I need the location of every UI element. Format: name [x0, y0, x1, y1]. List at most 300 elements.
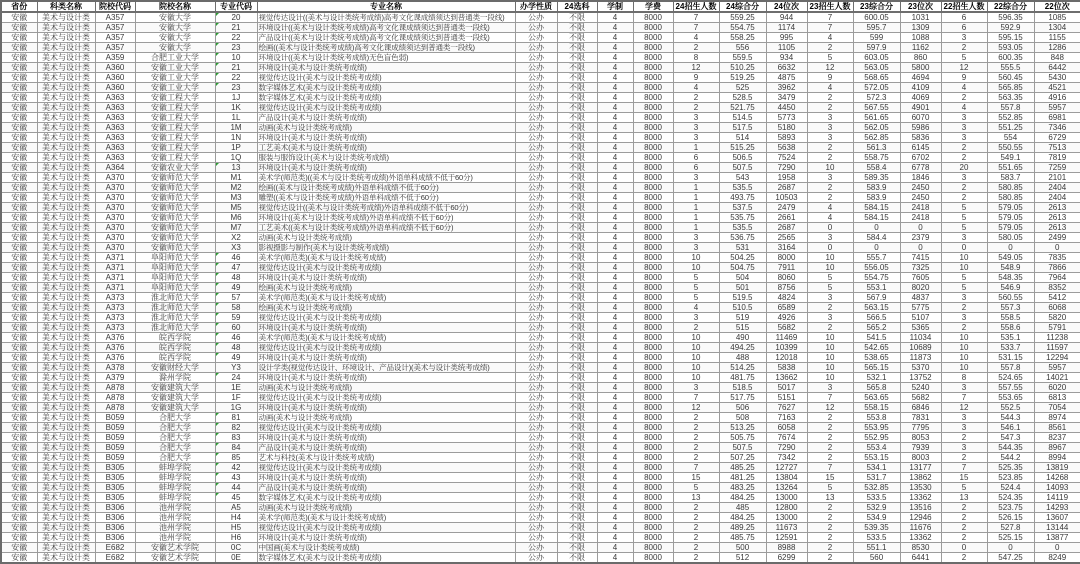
- cell-enroll23: 3: [807, 113, 853, 123]
- cell-rank24: 8988: [766, 543, 807, 553]
- cell-category: 美术与设计类: [37, 463, 95, 473]
- cell-score24: 554.75: [719, 23, 766, 33]
- table-row: [1, 233, 1080, 243]
- cell-subject_req: 不限: [557, 133, 597, 143]
- cell-major_name: 雕塑((美术与设计类统考成绩)外语单科成绩不低于60分): [257, 193, 515, 203]
- cell-subject_req: 不限: [557, 143, 597, 153]
- cell-school_code: A378: [95, 363, 135, 373]
- cell-score24: 519.5: [719, 293, 766, 303]
- excel-flag-icon: [216, 463, 219, 466]
- cell-major_code: 0E: [215, 553, 257, 564]
- cell-rank24: 3164: [766, 243, 807, 253]
- cell-category: 美术与设计类: [37, 453, 95, 463]
- cell-duration: 4: [597, 423, 633, 433]
- excel-flag-icon: [216, 313, 219, 316]
- cell-category: 美术与设计类: [37, 443, 95, 453]
- cell-rank23: 13862: [900, 473, 941, 483]
- cell-subject_req: 不限: [557, 213, 597, 223]
- cell-rank22: 5412: [1034, 293, 1080, 303]
- cell-province: 安徽: [1, 463, 37, 473]
- cell-rank23: 4837: [900, 293, 941, 303]
- cell-score22: 524.35: [987, 493, 1034, 503]
- cell-enroll23: 12: [807, 403, 853, 413]
- cell-rank24: 7911: [766, 263, 807, 273]
- cell-major_name: 视觉传达设计(美术与设计类统考成绩): [257, 313, 515, 323]
- cell-enroll23: 2: [807, 503, 853, 513]
- cell-enroll24: 3: [673, 173, 719, 183]
- cell-province: 安徽: [1, 303, 37, 313]
- cell-ownership: 公办: [515, 113, 557, 123]
- cell-enroll22: 10: [941, 263, 987, 273]
- table-row: [1, 433, 1080, 443]
- cell-school_name: 合肥大学: [135, 423, 215, 433]
- cell-enroll23: 2: [807, 103, 853, 113]
- cell-score22: 550.55: [987, 143, 1034, 153]
- cell-province: 安徽: [1, 23, 37, 33]
- cell-rank22: 7819: [1034, 153, 1080, 163]
- cell-score23: 541.5: [853, 333, 900, 343]
- cell-score24: 510.25: [719, 63, 766, 73]
- cell-school_code: A376: [95, 353, 135, 363]
- cell-ownership: 公办: [515, 12, 557, 23]
- cell-major_code: 49: [215, 353, 257, 363]
- cell-ownership: 公办: [515, 143, 557, 153]
- cell-score23: 553.8: [853, 413, 900, 423]
- cell-school_code: B305: [95, 493, 135, 503]
- cell-province: 安徽: [1, 143, 37, 153]
- cell-tuition: 8000: [633, 73, 673, 83]
- cell-ownership: 公办: [515, 383, 557, 393]
- cell-category: 美术与设计类: [37, 73, 95, 83]
- col-header-duration: 学制: [597, 1, 633, 12]
- cell-major_code: M5: [215, 203, 257, 213]
- cell-subject_req: 不限: [557, 463, 597, 473]
- cell-province: 安徽: [1, 453, 37, 463]
- cell-rank24: 7674: [766, 433, 807, 443]
- cell-province: 安徽: [1, 373, 37, 383]
- cell-school_name: 安徽师范大学: [135, 223, 215, 233]
- cell-major_code: 22: [215, 73, 257, 83]
- cell-ownership: 公办: [515, 403, 557, 413]
- cell-enroll22: 2: [941, 323, 987, 333]
- excel-flag-icon: [216, 493, 219, 496]
- cell-subject_req: 不限: [557, 33, 597, 43]
- cell-rank24: 10399: [766, 343, 807, 353]
- cell-major_name: 环境设计(美术与设计类统考成绩): [257, 163, 515, 173]
- cell-enroll24: 10: [673, 253, 719, 263]
- table-row: [1, 333, 1080, 343]
- cell-rank24: 4824: [766, 293, 807, 303]
- cell-score24: 501: [719, 283, 766, 293]
- cell-rank23: 2418: [900, 213, 941, 223]
- cell-duration: 4: [597, 233, 633, 243]
- cell-school_code: A376: [95, 333, 135, 343]
- cell-enroll24: 2: [673, 553, 719, 564]
- cell-score23: 563.15: [853, 303, 900, 313]
- table-row: [1, 353, 1080, 363]
- cell-score22: 580.85: [987, 183, 1034, 193]
- cell-enroll24: 7: [673, 463, 719, 473]
- col-header-subject_req: 24选科: [557, 1, 597, 12]
- cell-school_name: 合肥工业大学: [135, 53, 215, 63]
- cell-category: 美术与设计类: [37, 543, 95, 553]
- cell-province: 安徽: [1, 443, 37, 453]
- cell-duration: 4: [597, 83, 633, 93]
- cell-province: 安徽: [1, 503, 37, 513]
- cell-score23: 553.4: [853, 443, 900, 453]
- cell-school_name: 合肥大学: [135, 443, 215, 453]
- cell-rank22: 0: [1034, 243, 1080, 253]
- cell-rank22: 7259: [1034, 163, 1080, 173]
- cell-ownership: 公办: [515, 303, 557, 313]
- cell-enroll22: 3: [941, 173, 987, 183]
- cell-enroll22: 2: [941, 503, 987, 513]
- cell-tuition: 8000: [633, 433, 673, 443]
- cell-score24: 559.5: [719, 53, 766, 63]
- cell-score22: 565.85: [987, 83, 1034, 93]
- cell-rank23: 6846: [900, 403, 941, 413]
- cell-category: 美术与设计类: [37, 383, 95, 393]
- table-header: [1, 1, 1080, 12]
- cell-rank23: 1846: [900, 173, 941, 183]
- cell-score22: 549.05: [987, 253, 1034, 263]
- excel-flag-icon: [216, 343, 219, 346]
- cell-score22: 544.35: [987, 443, 1034, 453]
- cell-school_code: B306: [95, 503, 135, 513]
- cell-rank24: 5838: [766, 363, 807, 373]
- cell-score22: 546.1: [987, 423, 1034, 433]
- cell-rank22: 2101: [1034, 173, 1080, 183]
- cell-province: 安徽: [1, 513, 37, 523]
- cell-school_name: 安徽工程大学: [135, 93, 215, 103]
- cell-school_code: A878: [95, 393, 135, 403]
- cell-rank22: 2499: [1034, 233, 1080, 243]
- cell-rank22: 8249: [1034, 553, 1080, 564]
- cell-score23: 532.9: [853, 503, 900, 513]
- cell-rank22: 8974: [1034, 413, 1080, 423]
- cell-score23: 572.05: [853, 83, 900, 93]
- cell-subject_req: 不限: [557, 83, 597, 93]
- cell-subject_req: 不限: [557, 113, 597, 123]
- cell-enroll22: 5: [941, 483, 987, 493]
- cell-rank23: 1309: [900, 23, 941, 33]
- cell-school_name: 蚌埠学院: [135, 493, 215, 503]
- excel-flag-icon: [216, 43, 219, 46]
- cell-enroll23: 4: [807, 83, 853, 93]
- cell-enroll23: 2: [807, 93, 853, 103]
- cell-score22: 560.55: [987, 293, 1034, 303]
- cell-subject_req: 不限: [557, 343, 597, 353]
- cell-school_name: 安徽师范大学: [135, 233, 215, 243]
- cell-tuition: 8000: [633, 373, 673, 383]
- cell-province: 安徽: [1, 483, 37, 493]
- cell-enroll22: 2: [941, 303, 987, 313]
- cell-ownership: 公办: [515, 553, 557, 564]
- cell-enroll23: 9: [807, 73, 853, 83]
- table-row: [1, 443, 1080, 453]
- cell-enroll22: 2: [941, 193, 987, 203]
- cell-subject_req: 不限: [557, 443, 597, 453]
- cell-score22: 533.7: [987, 343, 1034, 353]
- cell-category: 美术与设计类: [37, 223, 95, 233]
- cell-school_name: 池州学院: [135, 513, 215, 523]
- cell-school_name: 皖西学院: [135, 353, 215, 363]
- cell-score24: 488: [719, 353, 766, 363]
- cell-rank23: 4109: [900, 83, 941, 93]
- cell-rank24: 4926: [766, 313, 807, 323]
- cell-score22: 549.1: [987, 153, 1034, 163]
- cell-school_code: A370: [95, 183, 135, 193]
- table-row: [1, 63, 1080, 73]
- cell-school_name: 蚌埠学院: [135, 473, 215, 483]
- cell-enroll22: 0: [941, 543, 987, 553]
- cell-rank22: 848: [1034, 53, 1080, 63]
- cell-enroll24: 9: [673, 73, 719, 83]
- cell-school_code: A363: [95, 153, 135, 163]
- cell-score22: 579.05: [987, 203, 1034, 213]
- cell-rank23: 2418: [900, 203, 941, 213]
- cell-enroll24: 3: [673, 383, 719, 393]
- cell-score24: 535.5: [719, 183, 766, 193]
- cell-enroll24: 3: [673, 123, 719, 133]
- cell-score23: 584.15: [853, 213, 900, 223]
- cell-enroll22: 3: [941, 233, 987, 243]
- cell-enroll23: 2: [807, 423, 853, 433]
- cell-enroll22: 2: [941, 553, 987, 564]
- cell-enroll23: 13: [807, 493, 853, 503]
- cell-tuition: 8000: [633, 453, 673, 463]
- cell-major_name: 艺术与科技(美术与设计类统考成绩): [257, 453, 515, 463]
- cell-enroll22: 8: [941, 373, 987, 383]
- cell-school_name: 阜阳师范大学: [135, 253, 215, 263]
- table-row: [1, 53, 1080, 63]
- cell-major_name: 视觉传达设计((美术与设计类统考成绩)高考文化课成绩须达到普通类一段线): [257, 12, 515, 23]
- cell-major_code: 83: [215, 433, 257, 443]
- cell-enroll24: 2: [673, 103, 719, 113]
- table-row: [1, 513, 1080, 523]
- cell-major_code: 59: [215, 313, 257, 323]
- cell-tuition: 8000: [633, 173, 673, 183]
- cell-score22: 583.7: [987, 173, 1034, 183]
- cell-school_name: 淮北师范大学: [135, 293, 215, 303]
- cell-score22: 557.8: [987, 363, 1034, 373]
- cell-ownership: 公办: [515, 443, 557, 453]
- cell-province: 安徽: [1, 403, 37, 413]
- cell-category: 美术与设计类: [37, 343, 95, 353]
- cell-ownership: 公办: [515, 223, 557, 233]
- cell-score23: 597.9: [853, 43, 900, 53]
- cell-school_name: 阜阳师范大学: [135, 283, 215, 293]
- cell-subject_req: 不限: [557, 503, 597, 513]
- cell-enroll22: 6: [941, 12, 987, 23]
- cell-enroll23: 2: [807, 513, 853, 523]
- cell-score22: 525.15: [987, 533, 1034, 543]
- cell-enroll23: 3: [807, 133, 853, 143]
- excel-flag-icon: [216, 23, 219, 26]
- cell-enroll22: 9: [941, 73, 987, 83]
- cell-rank22: 14119: [1034, 493, 1080, 503]
- cell-ownership: 公办: [515, 433, 557, 443]
- cell-subject_req: 不限: [557, 203, 597, 213]
- cell-rank24: 5017: [766, 383, 807, 393]
- cell-tuition: 8000: [633, 113, 673, 123]
- table-row: [1, 103, 1080, 113]
- cell-score23: 560: [853, 553, 900, 564]
- cell-school_name: 安徽大学: [135, 43, 215, 53]
- cell-rank22: 7513: [1034, 143, 1080, 153]
- cell-enroll24: 13: [673, 493, 719, 503]
- cell-province: 安徽: [1, 83, 37, 93]
- cell-score22: 527.8: [987, 523, 1034, 533]
- cell-major_code: 45: [215, 493, 257, 503]
- cell-score22: 0: [987, 543, 1034, 553]
- cell-tuition: 8000: [633, 323, 673, 333]
- cell-rank23: 13516: [900, 503, 941, 513]
- cell-major_name: 视觉传达设计(美术与设计类统考成绩): [257, 423, 515, 433]
- cell-duration: 4: [597, 133, 633, 143]
- cell-ownership: 公办: [515, 73, 557, 83]
- cell-school_name: 池州学院: [135, 523, 215, 533]
- cell-ownership: 公办: [515, 263, 557, 273]
- cell-subject_req: 不限: [557, 423, 597, 433]
- cell-subject_req: 不限: [557, 453, 597, 463]
- cell-tuition: 8000: [633, 423, 673, 433]
- cell-enroll24: 1: [673, 213, 719, 223]
- cell-rank22: 1155: [1034, 33, 1080, 43]
- cell-rank22: 8352: [1034, 283, 1080, 293]
- cell-school_name: 安徽艺术学院: [135, 543, 215, 553]
- cell-enroll22: 3: [941, 133, 987, 143]
- cell-enroll23: 4: [807, 33, 853, 43]
- cell-major_name: 环境设计(美术与设计类统考成绩): [257, 323, 515, 333]
- cell-duration: 4: [597, 403, 633, 413]
- cell-score24: 504: [719, 273, 766, 283]
- cell-rank23: 4069: [900, 93, 941, 103]
- excel-flag-icon: [216, 373, 219, 376]
- cell-score24: 519: [719, 313, 766, 323]
- cell-school_code: A379: [95, 373, 135, 383]
- cell-duration: 4: [597, 303, 633, 313]
- cell-score24: 559.25: [719, 12, 766, 23]
- cell-rank22: 13877: [1034, 533, 1080, 543]
- cell-duration: 4: [597, 463, 633, 473]
- cell-score24: 494.25: [719, 343, 766, 353]
- cell-category: 美术与设计类: [37, 133, 95, 143]
- cell-score22: 563.35: [987, 93, 1034, 103]
- col-header-score23: 23综合分: [853, 1, 900, 12]
- cell-category: 美术与设计类: [37, 23, 95, 33]
- cell-rank24: 2661: [766, 213, 807, 223]
- cell-major_name: 环境设计((美术与设计类统考成绩)外语单科成绩不低于60分): [257, 213, 515, 223]
- cell-category: 美术与设计类: [37, 373, 95, 383]
- cell-school_name: 安徽艺术学院: [135, 553, 215, 564]
- cell-rank24: 2479: [766, 203, 807, 213]
- cell-school_code: A371: [95, 253, 135, 263]
- cell-school_code: E682: [95, 543, 135, 553]
- cell-rank24: 3962: [766, 83, 807, 93]
- cell-enroll23: 5: [807, 283, 853, 293]
- cell-rank23: 13362: [900, 533, 941, 543]
- cell-province: 安徽: [1, 123, 37, 133]
- cell-enroll22: 3: [941, 113, 987, 123]
- cell-major_name: 美术学(师范类)((美术与设计类统考成绩)外语单科成绩不低于60分): [257, 173, 515, 183]
- cell-score23: 567.55: [853, 103, 900, 113]
- cell-enroll22: 3: [941, 313, 987, 323]
- cell-score24: 514.25: [719, 363, 766, 373]
- cell-school_code: A363: [95, 113, 135, 123]
- cell-score23: 568.65: [853, 73, 900, 83]
- cell-score24: 515.25: [719, 143, 766, 153]
- table-row: [1, 253, 1080, 263]
- cell-school_code: B306: [95, 533, 135, 543]
- cell-ownership: 公办: [515, 413, 557, 423]
- cell-province: 安徽: [1, 183, 37, 193]
- cell-enroll23: 7: [807, 23, 853, 33]
- cell-tuition: 8000: [633, 403, 673, 413]
- cell-major_code: 47: [215, 263, 257, 273]
- cell-score22: 553.65: [987, 393, 1034, 403]
- cell-enroll24: 7: [673, 23, 719, 33]
- cell-ownership: 公办: [515, 373, 557, 383]
- cell-rank24: 6299: [766, 553, 807, 564]
- cell-score24: 556: [719, 43, 766, 53]
- cell-duration: 4: [597, 203, 633, 213]
- cell-subject_req: 不限: [557, 263, 597, 273]
- cell-duration: 4: [597, 103, 633, 113]
- cell-score23: 600.05: [853, 12, 900, 23]
- cell-duration: 4: [597, 223, 633, 233]
- cell-ownership: 公办: [515, 63, 557, 73]
- cell-rank22: 5957: [1034, 363, 1080, 373]
- cell-duration: 4: [597, 273, 633, 283]
- cell-school_name: 安徽工程大学: [135, 123, 215, 133]
- cell-duration: 4: [597, 213, 633, 223]
- cell-score23: 567.9: [853, 293, 900, 303]
- cell-score23: 558.75: [853, 153, 900, 163]
- cell-enroll24: 10: [673, 333, 719, 343]
- cell-score23: 561.3: [853, 143, 900, 153]
- cell-rank23: 10689: [900, 343, 941, 353]
- cell-rank22: 6981: [1034, 113, 1080, 123]
- cell-score23: 532.85: [853, 483, 900, 493]
- cell-category: 美术与设计类: [37, 503, 95, 513]
- cell-duration: 4: [597, 23, 633, 33]
- cell-rank22: 5791: [1034, 323, 1080, 333]
- cell-tuition: 8000: [633, 223, 673, 233]
- cell-rank24: 3479: [766, 93, 807, 103]
- cell-score22: 600.35: [987, 53, 1034, 63]
- cell-duration: 4: [597, 413, 633, 423]
- col-header-category: 科类名称: [37, 1, 95, 12]
- cell-rank24: 5180: [766, 123, 807, 133]
- cell-tuition: 8000: [633, 393, 673, 403]
- cell-category: 美术与设计类: [37, 12, 95, 23]
- cell-score24: 507.25: [719, 453, 766, 463]
- cell-province: 安徽: [1, 393, 37, 403]
- cell-major_code: X3: [215, 243, 257, 253]
- cell-enroll23: 2: [807, 553, 853, 564]
- cell-enroll24: 15: [673, 473, 719, 483]
- cell-rank23: 13177: [900, 463, 941, 473]
- cell-tuition: 8000: [633, 183, 673, 193]
- cell-school_code: A357: [95, 33, 135, 43]
- cell-enroll23: 5: [807, 53, 853, 63]
- cell-enroll23: 2: [807, 323, 853, 333]
- cell-enroll23: 2: [807, 43, 853, 53]
- cell-major_code: H6: [215, 533, 257, 543]
- cell-enroll22: 6: [941, 23, 987, 33]
- cell-school_code: A370: [95, 203, 135, 213]
